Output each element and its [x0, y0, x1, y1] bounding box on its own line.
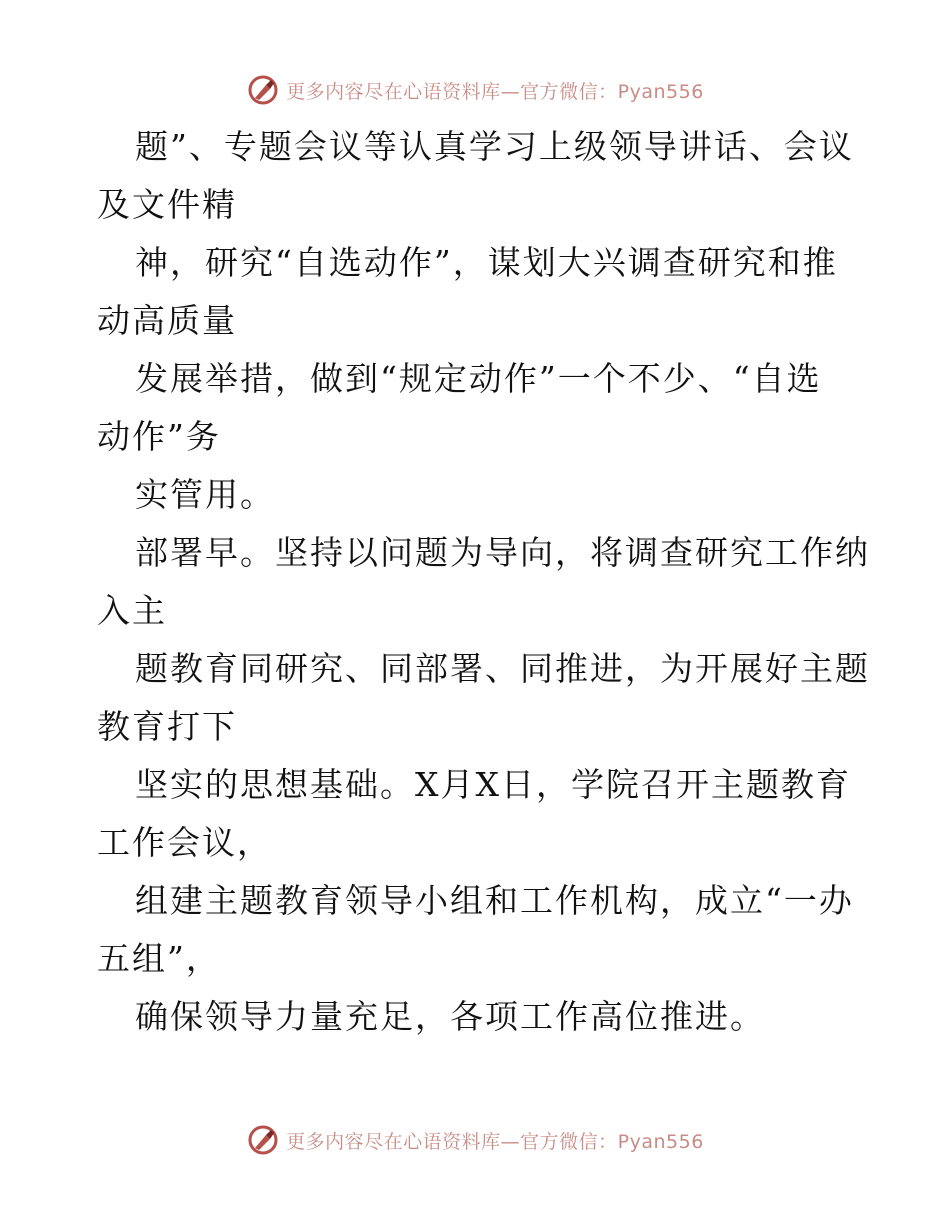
text-line: 确保领导力量充足，各项工作高位推进。: [135, 997, 765, 1036]
text-line: 动作”务: [97, 417, 221, 456]
text-line: 动高质量: [97, 301, 237, 340]
text-line: 部署早。坚持以问题为导向，将调查研究工作纳: [135, 533, 870, 572]
text-line: 组建主题教育领导小组和工作机构，成立“一办: [135, 881, 854, 920]
text-line: 坚实的思想基础。X月X日，学院召开主题教育: [135, 765, 851, 804]
text-line: 发展举措，做到“规定动作”一个不少、“自选: [135, 359, 822, 398]
footer-banner-text: 更多内容尽在心语资料库—官方微信：Pyan556: [286, 1130, 704, 1153]
text-line: 题”、专题会议等认真学习上级领导讲话、会议: [135, 127, 854, 166]
document-body: [97, 118, 870, 1046]
pen-nib-circle-icon: [246, 73, 280, 107]
text-line: 工作会议，: [97, 823, 272, 862]
text-line: 入主: [97, 591, 167, 630]
pen-nib-circle-icon: [246, 1123, 280, 1157]
footer-banner: [0, 1120, 950, 1160]
text-line: 教育打下: [97, 707, 237, 746]
text-line: 神，研究“自选动作”，谋划大兴调查研究和推: [135, 243, 838, 282]
header-banner-text: 更多内容尽在心语资料库—官方微信：Pyan556: [286, 80, 704, 103]
text-line: 及文件精: [97, 185, 237, 224]
text-line: 五组”，: [97, 939, 221, 978]
header-banner: [0, 70, 950, 110]
text-line: 题教育同研究、同部署、同推进，为开展好主题: [135, 649, 870, 688]
text-line: 实管用。: [135, 475, 275, 514]
